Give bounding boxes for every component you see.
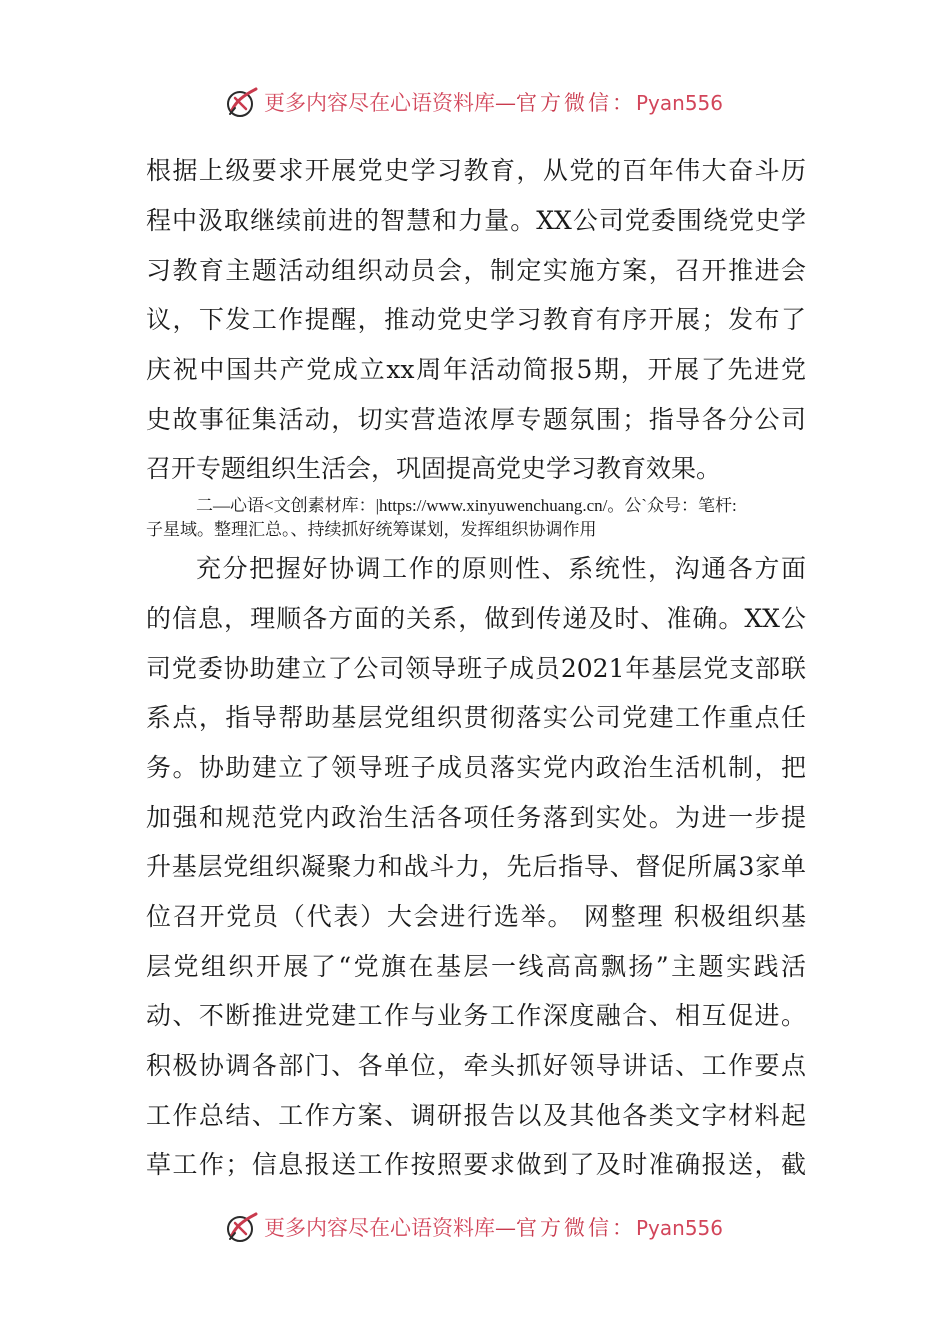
body-line: 议，下发工作提醒，推动党史学习教育有序开展；发布了: [146, 305, 806, 334]
header-banner: [0, 83, 950, 123]
banner-text: [264, 89, 723, 117]
watermark-line: 二—心语<文创素材库：|https://www.xinyuwenchuang.cn/。公`众号：笔杆:: [196, 496, 737, 515]
banner-wechat-id: Pyan556: [636, 91, 724, 115]
banner-wechat-label: 官方微信：: [516, 1216, 636, 1240]
body-line: 系点，指导帮助基层党组织贯彻落实公司党建工作重点任: [146, 703, 806, 732]
pen-logo-icon: [226, 86, 262, 120]
body-line: 积极协调各部门、各单位，牵头抓好领导讲话、工作要点: [146, 1051, 806, 1080]
body-line: 工作总结、工作方案、调研报告以及其他各类文字材料起: [146, 1101, 806, 1130]
banner-dash: —: [495, 91, 516, 115]
banner-wechat-id: Pyan556: [636, 1216, 724, 1240]
body-line: 召开专题组织生活会，巩固提高党史学习教育效果。: [146, 454, 722, 483]
banner-text: [264, 1214, 723, 1242]
body-line: 动、不断推进党建工作与业务工作深度融合、相互促进。: [146, 1001, 806, 1030]
banner-wechat-label: 官方微信：: [516, 91, 636, 115]
body-line: 根据上级要求开展党史学习教育，从党的百年伟大奋斗历: [146, 156, 806, 185]
pen-logo-icon: [226, 1211, 262, 1245]
body-line: 草工作；信息报送工作按照要求做到了及时准确报送，截: [146, 1150, 806, 1179]
body-line: 庆祝中国共产党成立xx周年活动简报5期，开展了先进党: [146, 355, 806, 384]
body-line: 充分把握好协调工作的原则性、系统性，沟通各方面: [196, 554, 806, 583]
body-line: 位召开党员（代表）大会进行选举。 网整理 积极组织基: [146, 902, 806, 931]
banner-brand: 更多内容尽在心语资料库: [264, 1216, 495, 1240]
section-heading-line: 子星域。整理汇总。、持续抓好统筹谋划，发挥组织协调作用: [146, 520, 597, 539]
body-line: 务。协助建立了领导班子成员落实党内政治生活机制，把: [146, 753, 806, 782]
body-line: 史故事征集活动，切实营造浓厚专题氛围；指导各分公司: [146, 405, 806, 434]
body-line: 习教育主题活动组织动员会，制定实施方案，召开推进会: [146, 256, 806, 285]
body-line: 层党组织开展了“党旗在基层一线高高飘扬”主题实践活: [146, 952, 806, 981]
body-line: 司党委协助建立了公司领导班子成员2021年基层党支部联: [146, 654, 806, 683]
body-line: 程中汲取继续前进的智慧和力量。XX公司党委围绕党史学: [146, 206, 806, 235]
banner-dash: —: [495, 1216, 516, 1240]
body-line: 升基层党组织凝聚力和战斗力，先后指导、督促所属3家单: [146, 852, 806, 881]
banner-brand: 更多内容尽在心语资料库: [264, 91, 495, 115]
footer-banner: [0, 1208, 950, 1248]
body-line: 加强和规范党内政治生活各项任务落到实处。为进一步提: [146, 803, 806, 832]
body-line: 的信息，理顺各方面的关系，做到传递及时、准确。XX公: [146, 604, 806, 633]
